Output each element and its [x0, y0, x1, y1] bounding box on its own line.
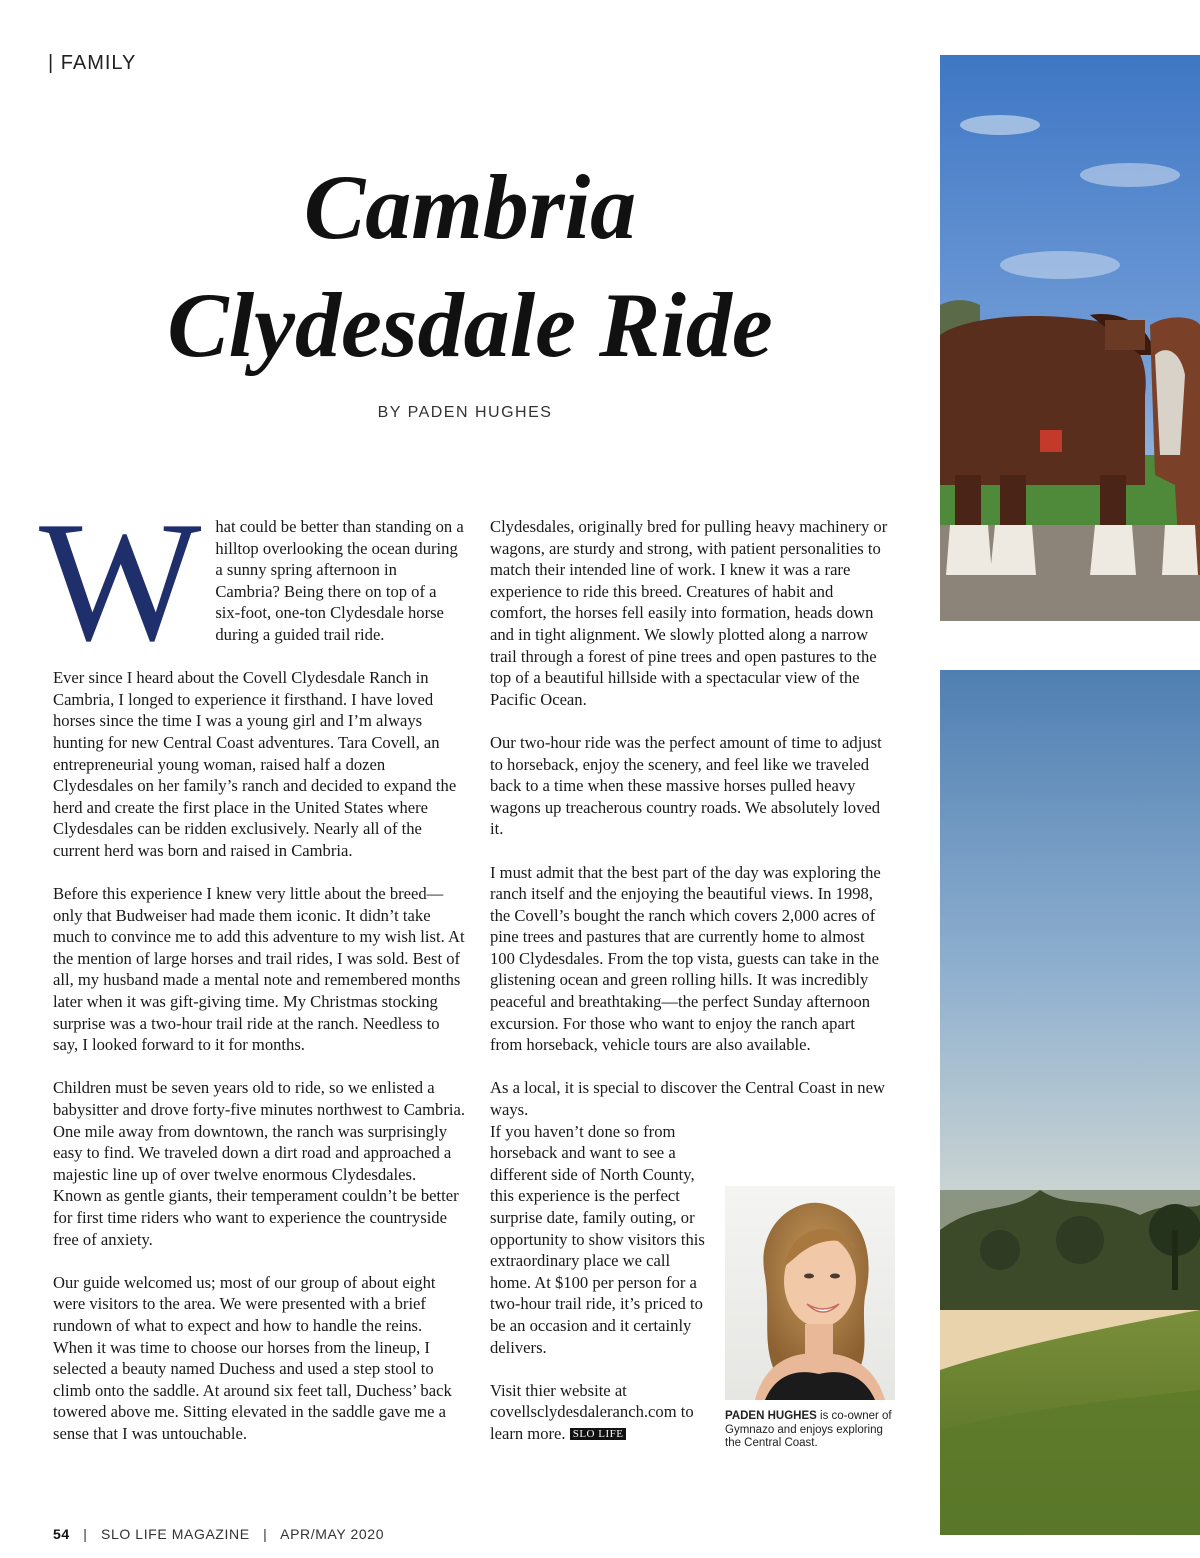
end-mark: SLO LIFE: [570, 1428, 627, 1440]
article-column-1: [39, 487, 465, 1466]
footer-separator: |: [263, 1526, 268, 1542]
clydesdale-horses-photo: [940, 55, 1200, 621]
ranch-landscape-photo: [940, 670, 1200, 1535]
closing-rest: If you haven’t done so from horseback and want to see a different side of North County, this experience is the perfect surprise date, family outing, or opportunity to show visitors this extraordinary place we call home. At $100 per person for a two-hour trail ride, it’s priced to be an occasion and it certainly delivers.: [490, 1121, 705, 1357]
page-footer: [53, 1526, 384, 1542]
paragraph: Before this experience I knew very little about the breed—only that Budweiser had made them iconic. It didn’t take much to convince me to add this adventure to my wish list. At the mention of large horses and trail rides, I was sold. Best of all, my husband made a mental note and remembered months later when it was gift-giving time. My Christmas stocking surprise was a two-hour trail ride at the ranch. Needless to say, I looked forward to it for months.: [53, 884, 465, 1055]
title-line-2: Clydesdale Ride: [167, 274, 773, 376]
magazine-name: SLO LIFE MAGAZINE: [101, 1526, 250, 1542]
author-bio-text: is co-owner of Gymnazo and enjoys exploring the Central Coast.: [725, 1410, 892, 1449]
author-photo: [725, 1186, 895, 1400]
paragraph: Our two-hour ride was the perfect amount of time to adjust to horseback, enjoy the scenery, and feel like we traveled back to a time when these massive horses pulled heavy wagons up treacherous country roads. We absolutely loved it.: [490, 732, 882, 839]
drop-cap: W: [39, 487, 202, 677]
intro-paragraph: [39, 487, 465, 677]
paragraph: I must admit that the best part of the day was exploring the ranch itself and the enjoying the beautiful views. In 1998, the Covell’s bought the ranch which covers 2,000 acres of pine trees and pastures that are currently home to almost 100 Clydesdales. From the top vista, guests can take in the glistening ocean and green rolling hills. It was incredibly peaceful and breathtaking—the perfect Sunday afternoon excursion. For those who want to enjoy the ranch apart from horseback, vehicle tours are also available.: [490, 862, 881, 1055]
closing-lead: As a local, it is special to discover the Central Coast in new ways.: [490, 1078, 885, 1120]
paragraph: Our guide welcomed us; most of our group of about eight were visitors to the area. We were presented with a brief rundown of what to expect and how to handle the reins. When it was time to choose our horses from the lineup, I selected a beauty named Duchess and used a step stool to climb onto the saddle. At around six feet tall, Duchess’ back towered above me. Sitting elevated in the saddle gave me a sense that I was untouchable.: [53, 1272, 452, 1443]
author-name: PADEN HUGHES: [725, 1410, 817, 1422]
page-number: 54: [53, 1526, 70, 1542]
paragraph: Ever since I heard about the Covell Clydesdale Ranch in Cambria, I longed to experience it firsthand. I have loved horses since the time I was a young girl and I’m always hunting for new Central Coast adventures. Tara Covell, an entrepreneurial young woman, raised half a dozen Clydesdales on her family’s ranch and decided to expand the herd and create the first place in the United States where Clydesdales can be ridden exclusively. Nearly all of the current herd was born and raised in Cambria.: [53, 668, 457, 860]
footer-separator: |: [83, 1526, 88, 1542]
paragraph: Children must be seven years old to ride, so we enlisted a babysitter and drove forty-five minutes northwest to Cambria. One mile away from downtown, the ranch was surprisingly easy to find. We traveled down a dirt road and approached a majestic line up of over twelve enormous Clydesdales. Known as gentle giants, their temperament couldn’t be better for first time riders who want to experience the countryside free of anxiety.: [53, 1078, 465, 1249]
byline: BY PADEN HUGHES: [377, 404, 553, 421]
visit-paragraph: [490, 1380, 705, 1446]
title-line-1: Cambria: [303, 156, 637, 258]
section-label: | FAMILY: [48, 52, 137, 74]
article-title: [40, 148, 900, 384]
author-bio: [725, 1410, 895, 1451]
visit-text: Visit thier website at covellsclydesdaleranch.com to learn more.: [490, 1380, 694, 1443]
paragraph: Clydesdales, originally bred for pulling heavy machinery or wagons, are sturdy and strong, with patient personalities to match their intended line of work. I knew it was a rare experience to ride this breed. Creatures of habit and comfort, the horses fell easily into formation, heads down and in tight alignment. We slowly plotted along a narrow trail through a forest of pine trees and open pastures to the top of a beautiful hillside with a spectacular view of the Pacific Ocean.: [490, 517, 888, 709]
issue-date: APR/MAY 2020: [280, 1526, 385, 1542]
intro-text: hat could be better than standing on a hilltop overlooking the ocean during a sunny spring afternoon in Cambria? Being there on top of a six-foot, one-ton Clydesdale horse during a guided trail ride.: [215, 517, 464, 644]
closing-paragraph: [490, 1077, 890, 1120]
